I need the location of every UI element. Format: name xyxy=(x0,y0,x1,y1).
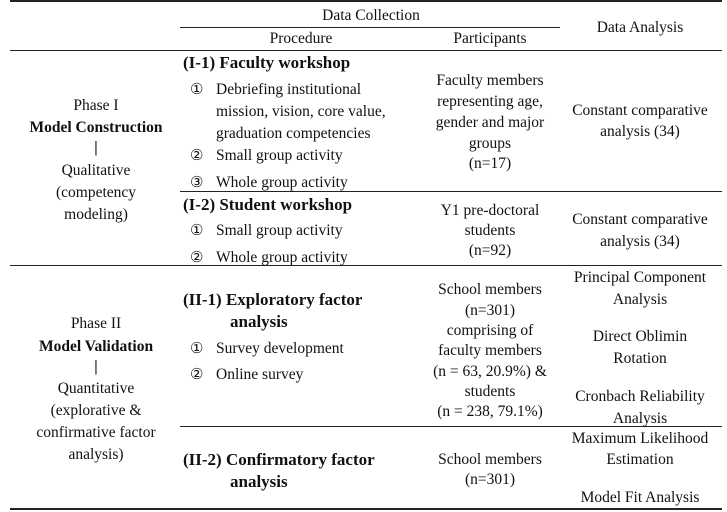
i1-participants-line1: Faculty members xyxy=(436,72,544,89)
i1-item1 xyxy=(190,79,361,101)
ii1-item1 xyxy=(190,338,344,360)
ii2-participants-line1: School members xyxy=(438,451,542,468)
ii2-title-line2: analysis xyxy=(230,472,288,491)
i2-participants-line2: students xyxy=(464,222,516,239)
i1-title: (I-1) Faculty workshop xyxy=(183,53,351,72)
i2-item2-text: Whole group activity xyxy=(216,249,348,266)
i2-analysis-line2: analysis (34) xyxy=(600,233,680,250)
ii1-participants-line4: faculty members xyxy=(438,342,542,359)
ii1-analysis-line1: Principal Component xyxy=(573,269,707,286)
i1-item3 xyxy=(190,172,348,194)
header-participants: Participants xyxy=(453,30,527,47)
phase2-method-line4: analysis) xyxy=(68,446,124,463)
ii1-participants-line1: School members xyxy=(438,281,542,298)
phase2-method-line3: confirmative factor xyxy=(36,424,156,441)
phase1-method-line1: Qualitative xyxy=(61,162,131,179)
ii1-title-line1: (II-1) Exploratory factor xyxy=(183,290,363,309)
ii1-item2 xyxy=(190,364,303,386)
ii1-analysis-line6: Analysis xyxy=(612,410,668,427)
ii1-item2-text: Online survey xyxy=(216,366,304,383)
i1-item2 xyxy=(190,145,343,167)
i2-item1-text: Small group activity xyxy=(216,222,343,239)
ii2-analysis-line3: Model Fit Analysis xyxy=(580,489,700,506)
ii1-analysis-line3: Direct Oblimin xyxy=(592,328,688,345)
i2-item2-number: ② xyxy=(190,250,204,266)
ii1-item1-text: Survey development xyxy=(216,340,344,357)
phase2-title: Model Validation xyxy=(38,338,154,355)
ii2-analysis-line2: Estimation xyxy=(606,451,674,468)
header-procedure: Procedure xyxy=(269,30,333,47)
header-data-collection: Data Collection xyxy=(322,7,420,24)
ii2-participants-line2: (n=301) xyxy=(464,471,516,488)
phase1-method-line2: (competency xyxy=(55,184,137,201)
phase2-method-line1: Quantitative xyxy=(57,380,135,397)
ii1-analysis-line4: Rotation xyxy=(613,350,667,367)
phase1-label: Phase I xyxy=(73,97,119,114)
i1-item1-line2: mission, vision, core value, xyxy=(216,103,386,120)
ii1-item1-number: ① xyxy=(190,341,204,357)
phase2-method-line2: (explorative & xyxy=(50,402,142,419)
i1-item3-text: Whole group activity xyxy=(216,174,348,191)
ii1-analysis-line5: Cronbach Reliability xyxy=(575,388,705,405)
i2-title: (I-2) Student workshop xyxy=(183,195,353,214)
ii1-participants-line7: (n = 238, 79.1%) xyxy=(437,403,543,420)
i1-item1-line1: Debriefing institutional xyxy=(216,81,362,98)
i2-participants-line3: (n=92) xyxy=(468,242,512,259)
phase1-separator: | xyxy=(94,139,98,156)
ii1-analysis-line2: Analysis xyxy=(612,291,668,308)
ii1-participants-line6: students xyxy=(464,383,516,400)
i1-participants-line5: (n=17) xyxy=(468,155,512,172)
i1-item2-number: ② xyxy=(190,148,204,164)
phase1-method-line3: modeling) xyxy=(64,206,128,223)
ii2-title-line1: (II-2) Confirmatory factor xyxy=(183,450,375,469)
ii1-participants-line2: (n=301) xyxy=(464,302,516,319)
i1-item3-number: ③ xyxy=(190,175,204,191)
i1-item2-text: Small group activity xyxy=(216,147,343,164)
phase-divider-rule xyxy=(10,265,722,266)
i1-participants-line2: representing age, xyxy=(437,93,543,110)
ii1-title-line2: analysis xyxy=(230,312,288,331)
i1-participants-line3: gender and major xyxy=(435,114,545,131)
i1-analysis-line2: analysis (34) xyxy=(600,123,680,140)
i1-item1-line3: graduation competencies xyxy=(216,125,371,142)
i2-analysis-line1: Constant comparative xyxy=(572,211,708,228)
ii2-analysis-line1: Maximum Likelihood xyxy=(571,430,709,447)
i2-item1-number: ① xyxy=(190,223,204,239)
ii1-item2-number: ② xyxy=(190,367,204,383)
top-rule xyxy=(10,0,722,2)
i2-item1 xyxy=(190,220,343,242)
i2-item2 xyxy=(190,247,348,269)
i2-participants-line1: Y1 pre-doctoral xyxy=(440,202,540,219)
phase2-label: Phase II xyxy=(70,315,122,332)
i1-participants-line4: groups xyxy=(468,135,512,152)
header-data-analysis: Data Analysis xyxy=(596,19,684,36)
phase1-title: Model Construction xyxy=(29,119,163,136)
i1-analysis-line1: Constant comparative xyxy=(572,102,708,119)
i1-item1-number: ① xyxy=(190,82,204,98)
ii1-participants-line3: comprising of xyxy=(446,322,534,339)
ii1-participants-line5: (n = 63, 20.9%) & xyxy=(433,363,547,380)
phase2-separator: | xyxy=(94,358,98,375)
header-bottom-rule xyxy=(10,50,722,51)
